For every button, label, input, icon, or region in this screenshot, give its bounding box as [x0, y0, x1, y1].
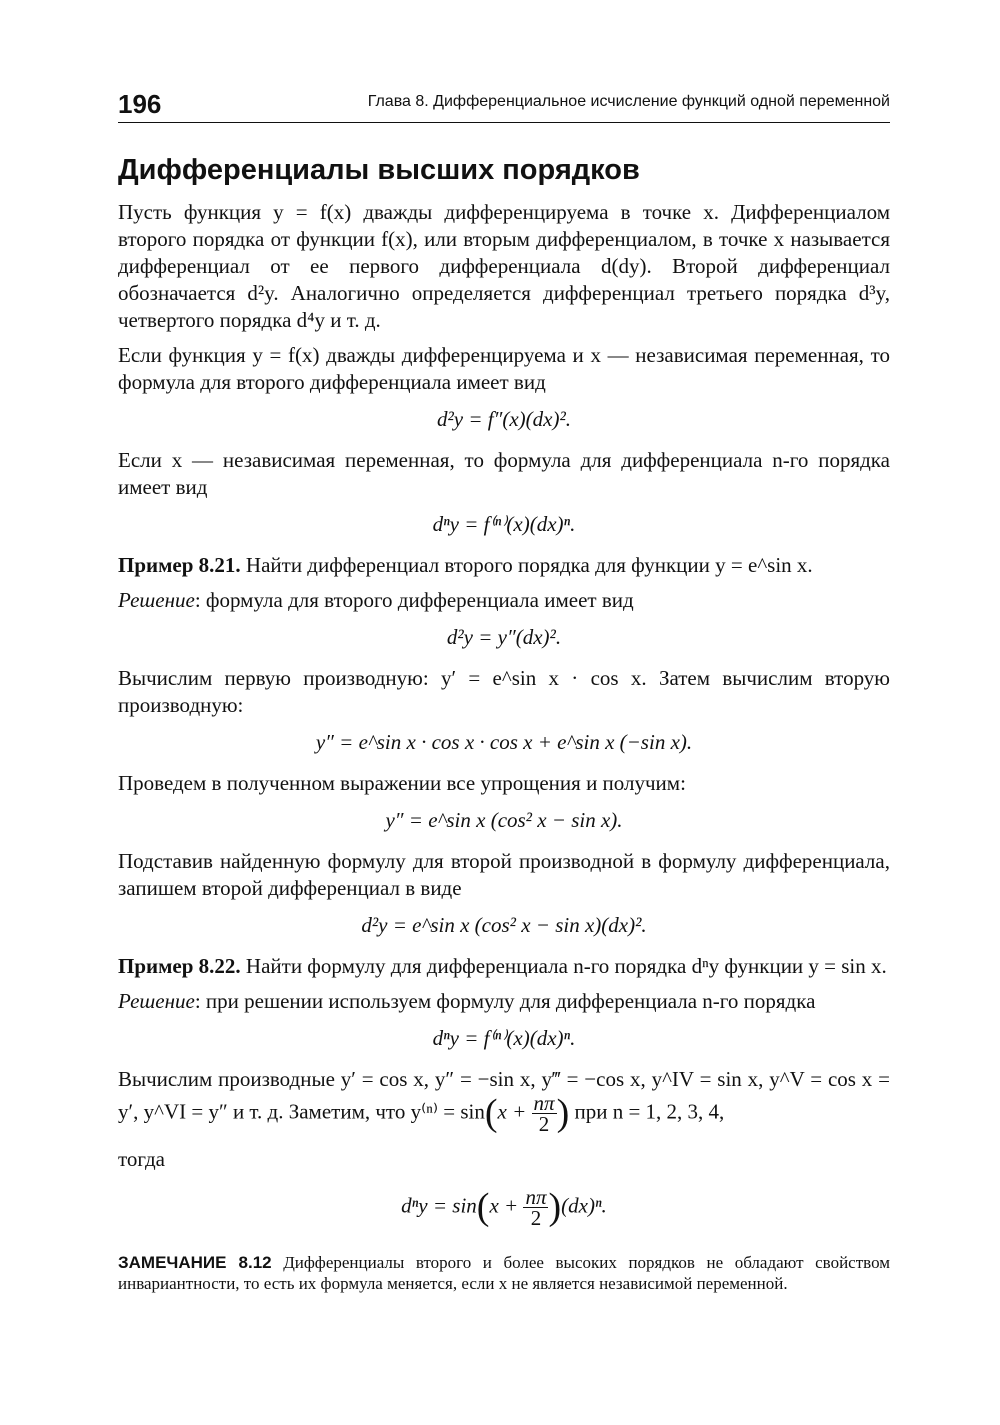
para-derivatives [118, 1066, 890, 1134]
formula-example1-b: y″ = e^sin x · cos x · cos x + e^sin x (−sin x). [315, 730, 693, 754]
x-plus: x + [497, 1099, 532, 1124]
page-number: 196 [118, 89, 162, 119]
intro-paragraph: Пусть функция y = f(x) дважды дифференцируема в точке x. Дифференциалом второго порядка от функции f(x), или вторым дифференциалом, в точке x называется дифференциал от ее первого дифференциала d(dy). Второй дифференциал обозначается d²y. Аналогично определяется дифференциал третьего порядка d³y, четвертого порядка d⁴y и т. д. [118, 200, 890, 332]
formula-example2-a: dⁿy = f⁽ⁿ⁾(x)(dx)ⁿ. [432, 1026, 576, 1050]
derivatives-text: Вычислим производные y′ = cos x, y″ = −sin x, y‴ = −cos x, y^IV = sin x, y^V = cos x = y′, y^VI = y″ и т. д. Заметим, что y⁽ⁿ⁾ = sin [118, 1067, 890, 1124]
formula-final-right: (dx)ⁿ. [561, 1193, 607, 1218]
formula-example1-c: y″ = e^sin x (cos² x − sin x). [385, 808, 623, 832]
para-first-derivative: Вычислим первую производную: y′ = e^sin x · cos x. Затем вычислим вторую производную: [118, 666, 890, 717]
example-text: Найти формулу для дифференциала n-го порядка dⁿy функции y = sin x. [240, 954, 887, 978]
remark-text: Дифференциалы второго и более высоких порядков не обладают свойством инвариантности, то есть их формула меняется, если x не является независимой переменной. [118, 1253, 891, 1293]
para-substitute: Подставив найденную формулу для второй производной в формулу дифференциала, запишем второй дифференциал в виде [118, 849, 890, 900]
solution-label: Решение [118, 588, 195, 612]
solution-8-21 [118, 587, 890, 614]
solution-label: Решение [118, 989, 195, 1013]
formula-nth-differential: dⁿy = f⁽ⁿ⁾(x)(dx)ⁿ. [432, 512, 576, 536]
formula-final [118, 1187, 890, 1228]
x-plus: x + [489, 1193, 524, 1218]
derivatives-text-end: при n = 1, 2, 3, 4, [569, 1099, 725, 1124]
book-page [118, 80, 890, 1302]
fraction-numerator: nπ [533, 1091, 555, 1115]
example-label: Пример 8.21. [118, 553, 241, 577]
page-header [118, 80, 890, 123]
para-independent: Если функция y = f(x) дважды дифференцируема и x — независимая переменная, то формула для второго дифференциала имеет вид [118, 343, 890, 394]
right-paren: ) [556, 1092, 570, 1134]
fraction-denominator: 2 [538, 1112, 550, 1136]
fraction-n-pi-over-2 [532, 1093, 557, 1134]
solution-8-22 [118, 988, 890, 1015]
para-nth-order: Если x — независимая переменная, то формула для дифференциала n-го порядка имеет вид [118, 448, 890, 499]
formula-example1-a: d²y = y″(dx)². [446, 625, 562, 649]
formula-second-differential: d²y = f″(x)(dx)². [436, 407, 572, 431]
remark-8-12 [118, 1252, 890, 1294]
solution-text: : формула для второго дифференциала имеет вид [194, 588, 634, 612]
fraction-denominator: 2 [530, 1206, 542, 1230]
example-label: Пример 8.22. [118, 954, 241, 978]
example-8-21 [118, 552, 890, 579]
example-text: Найти дифференциал второго порядка для функции y = e^sin x. [240, 553, 813, 577]
right-paren: ) [548, 1186, 562, 1228]
fraction-n-pi-over-2 [523, 1187, 548, 1228]
chapter-title: Глава 8. Дифференциальное исчисление функций одной переменной [367, 93, 890, 110]
para-simplify: Проведем в полученном выражении все упрощения и получим: [118, 771, 686, 795]
formula-example1-d: d²y = e^sin x (cos² x − sin x)(dx)². [361, 913, 647, 937]
fraction-numerator: nπ [525, 1185, 547, 1209]
solution-text: : при решении используем формулу для дифференциала n-го порядка [194, 989, 816, 1013]
example-8-22 [118, 953, 890, 980]
section-title: Дифференциалы высших порядков [118, 154, 640, 186]
left-paren: ( [476, 1186, 490, 1228]
para-then: тогда [118, 1147, 165, 1171]
formula-final-left: dⁿy = sin [401, 1193, 477, 1218]
left-paren: ( [484, 1092, 498, 1134]
remark-label: ЗАМЕЧАНИЕ 8.12 [118, 1253, 272, 1272]
